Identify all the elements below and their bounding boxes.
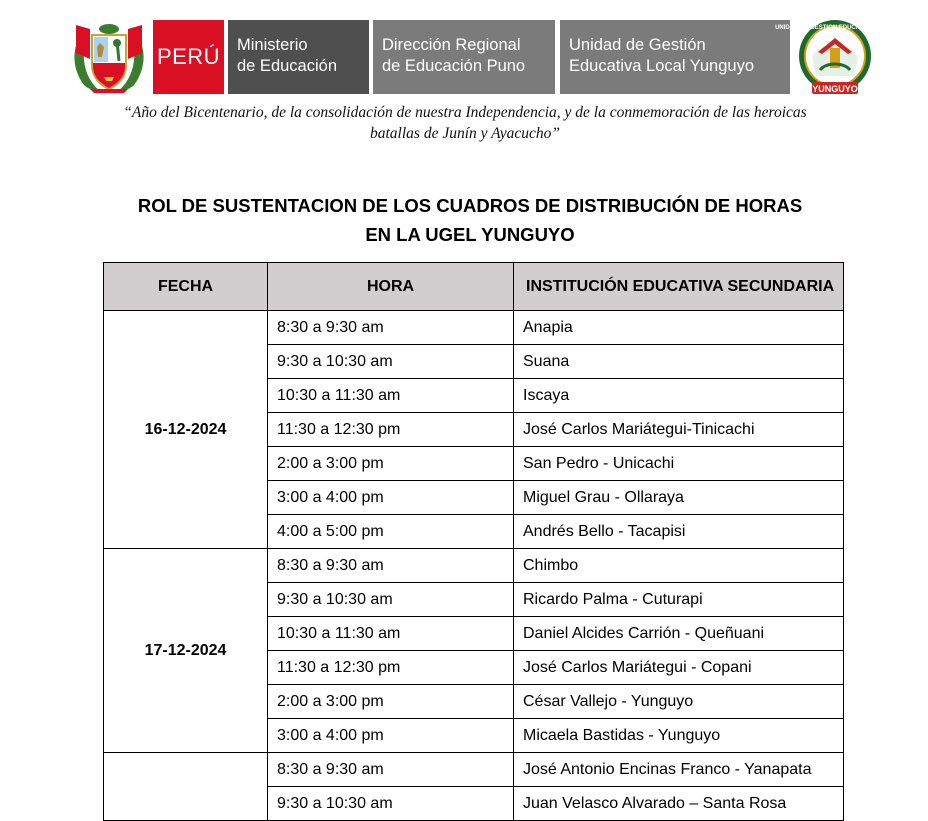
header-ministerio [228, 20, 369, 94]
hora-cell: 3:00 a 4:00 pm [268, 481, 514, 515]
table-row [104, 549, 844, 583]
institucion-cell: José Antonio Encinas Franco - Yanapata [514, 753, 844, 787]
hora-cell: 3:00 a 4:00 pm [268, 719, 514, 753]
table-row [104, 753, 844, 787]
institucion-cell: Miguel Grau - Ollaraya [514, 481, 844, 515]
date-cell: 17-12-2024 [104, 549, 268, 753]
date-cell: 16-12-2024 [104, 311, 268, 549]
peru-coat-of-arms-icon [70, 19, 148, 94]
title-line1: ROL DE SUSTENTACION DE LOS CUADROS DE DISTRIBUCIÓN DE HORAS [137, 195, 803, 216]
institucion-cell: Ricardo Palma - Cuturapi [514, 583, 844, 617]
hora-cell: 8:30 a 9:30 am [268, 753, 514, 787]
institucion-cell: César Vallejo - Yunguyo [514, 685, 844, 719]
institucion-cell: Suana [514, 345, 844, 379]
hora-cell: 9:30 a 10:30 am [268, 583, 514, 617]
hora-cell: 2:00 a 3:00 pm [268, 447, 514, 481]
date-cell [104, 753, 268, 821]
schedule-table [103, 262, 844, 821]
document-title [70, 191, 870, 249]
institucion-cell: José Carlos Mariátegui - Copani [514, 651, 844, 685]
header-dre-puno [373, 20, 555, 94]
institucion-cell: Iscaya [514, 379, 844, 413]
institucion-cell: Anapia [514, 311, 844, 345]
ugel-yunguyo-seal-icon [775, 18, 895, 98]
header-dre-line1: Dirección Regional [382, 36, 521, 54]
hora-cell: 9:30 a 10:30 am [268, 787, 514, 821]
institucion-cell: San Pedro - Unicachi [514, 447, 844, 481]
header-ugel [560, 20, 790, 94]
title-line2: EN LA UGEL YUNGUYO [365, 224, 575, 245]
peru-label: PERÚ [153, 20, 224, 94]
hora-cell: 2:00 a 3:00 pm [268, 685, 514, 719]
table-header-row [104, 263, 844, 311]
header-institucion: INSTITUCIÓN EDUCATIVA SECUNDARIA [514, 263, 844, 311]
institucion-cell: Andrés Bello - Tacapisi [514, 515, 844, 549]
seal-ring-text: UNIDAD DE GESTION EDUCATIVA LOCAL [775, 25, 895, 31]
hora-cell: 11:30 a 12:30 pm [268, 413, 514, 447]
header-ministerio-line1: Ministerio [237, 36, 308, 54]
header-ministerio-line2: de Educación [237, 57, 337, 75]
motto-line2: batallas de Junín y Ayacucho” [370, 125, 560, 142]
hora-cell: 10:30 a 11:30 am [268, 379, 514, 413]
header-fecha: FECHA [104, 263, 268, 311]
hora-cell: 9:30 a 10:30 am [268, 345, 514, 379]
hora-cell: 8:30 a 9:30 am [268, 549, 514, 583]
institucion-cell: José Carlos Mariátegui-Tinicachi [514, 413, 844, 447]
motto-line1: “Año del Bicentenario, de la consolidación de nuestra Independencia, y de la conmemoración de las heroicas [123, 104, 807, 121]
institucion-cell: Daniel Alcides Carrión - Queñuani [514, 617, 844, 651]
hora-cell: 10:30 a 11:30 am [268, 617, 514, 651]
header-hora: HORA [268, 263, 514, 311]
institucion-cell: Juan Velasco Alvarado – Santa Rosa [514, 787, 844, 821]
seal-text: YUNGUYO [812, 84, 858, 94]
hora-cell: 8:30 a 9:30 am [268, 311, 514, 345]
header-ugel-line1: Unidad de Gestión [569, 36, 706, 54]
year-motto [95, 102, 835, 144]
institucion-cell: Micaela Bastidas - Yunguyo [514, 719, 844, 753]
institucion-cell: Chimbo [514, 549, 844, 583]
hora-cell: 11:30 a 12:30 pm [268, 651, 514, 685]
header-dre-line2: de Educación Puno [382, 57, 526, 75]
header-ugel-line2: Educativa Local Yunguyo [569, 57, 755, 75]
hora-cell: 4:00 a 5:00 pm [268, 515, 514, 549]
table-row [104, 311, 844, 345]
